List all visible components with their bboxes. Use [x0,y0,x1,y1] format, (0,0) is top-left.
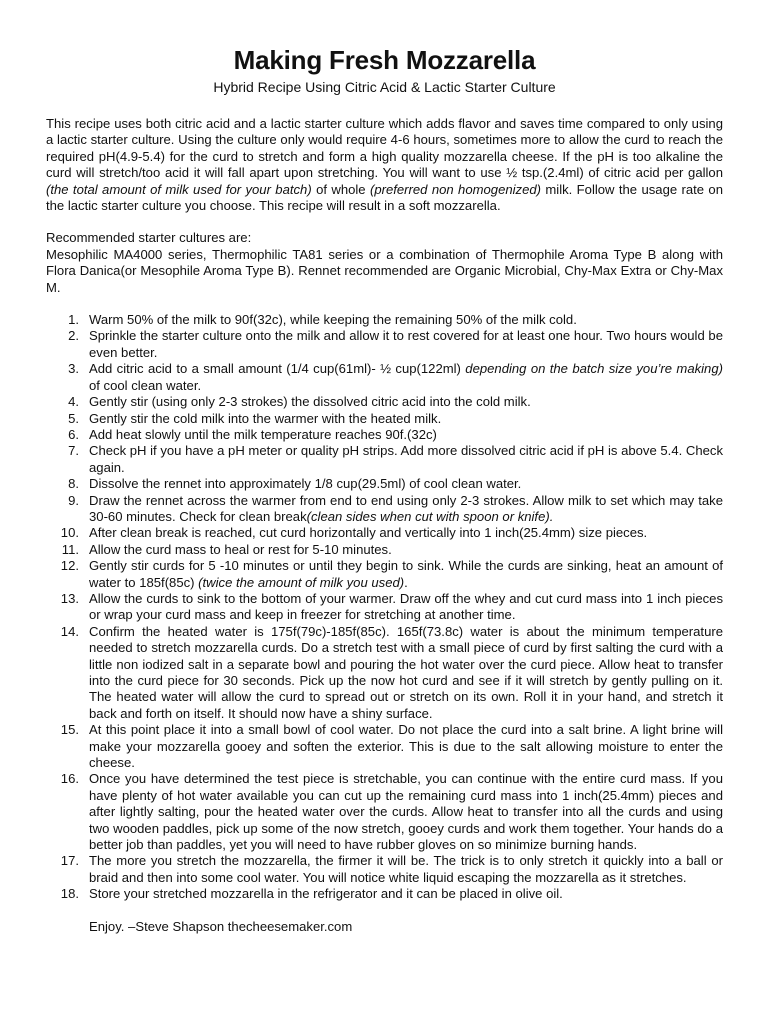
step-item [46,328,723,361]
step-number: 14. [60,623,79,639]
step-text: Gently stir curds for 5 -10 minutes or until they begin to sink. While the curds are sinking, heat an amount of water to 185f(85c) [89,558,723,590]
step-text: The more you stretch the mozzarella, the firmer it will be. The trick is to only stretch it quickly into a ball or braid and then into some cool water. You will notice white liquid escaping the mozzarella as it stretches. [89,853,723,885]
step-number: 12. [60,558,79,574]
step-item [46,542,723,558]
step-number: 3. [68,361,79,377]
step-item [46,427,723,443]
step-text: Dissolve the rennet into approximately 1/8 cup(29.5ml) of cool clean water. [89,476,522,492]
step-text-italic: (clean sides when cut with spoon or knife). [306,508,554,524]
step-item [46,722,723,771]
step-number: 17. [60,853,79,869]
intro-paragraph [46,116,723,214]
step-text: Draw the rennet across the warmer from end to end using only 2-3 strokes. Allow milk to set which may take 30-60 minutes. Check for clean break [89,492,723,524]
step-item [46,394,723,410]
step-text: Sprinkle the starter culture onto the milk and allow it to rest covered for at least one hour. Two hours would be even better. [89,328,723,360]
step-text: At this point place it into a small bowl of cool water. Do not place the curd into a salt brine. A light brine will make your mozzarella gooey and soften the exterior. This is due to the salt allowing moisture to enter the cheese. [89,722,723,771]
intro-text-1: This recipe uses both citric acid and a lactic starter culture which adds flavor and saves time compared to only using a lactic starter culture. Using the culture only would require 4-6 hours, sometimes more to allow the curd to reach the required pH(4.9-5.4) for the curd to stretch and form a high quality mozzarella cheese. If the pH is too alkaline the curd will stretch/too acid it will fall apart upon stretching. You will want to use ½ tsp.(2.4ml) of citric acid per gallon [46,116,723,181]
step-number: 5. [68,410,79,426]
step-text: Allow the curd mass to heal or rest for 5-10 minutes. [89,541,392,557]
step-item [46,558,723,591]
step-number: 16. [60,771,79,787]
step-number: 4. [68,394,79,410]
step-item [46,443,723,476]
step-text: Store your stretched mozzarella in the refrigerator and it can be placed in olive oil. [89,886,563,902]
step-text: Check pH if you have a pH meter or quality pH strips. Add more dissolved citric acid if pH is above 5.4. Check again. [89,443,723,475]
step-text-italic: (twice the amount of milk you used) [198,574,405,590]
intro-italic-2: (preferred non homogenized) [369,181,542,197]
step-text: After clean break is reached, cut curd horizontally and vertically into 1 inch(25.4mm) size pieces. [89,525,648,541]
step-item [46,525,723,541]
step-item [46,771,723,853]
intro-text-2: of whole [311,181,370,197]
step-text: Confirm the heated water is 175f(79c)-185f(85c). 165f(73.8c) water is about the minimum temperature needed to stretch mozzarella curds. Do a stretch test with a small piece of curd by first salting the curd with a little non iodized salt in a separate bowl and pouring the hot water over the curd piece. Allow heat to transfer into the curd piece for 30 seconds. Pick up the now hot curd and see if it will stretch by gently pulling on it. The heated water will allow the curd to spread out or stretch on its own. Roll it in your hand, and stretch it back and forth on itself. It should now have a shiny surface. [89,623,723,721]
step-text-italic: depending on the batch size you’re making) [465,361,723,377]
step-item [46,411,723,427]
step-number: 9. [68,492,79,508]
steps-list [46,312,723,903]
step-item [46,886,723,902]
page-subtitle: Hybrid Recipe Using Citric Acid & Lactic Starter Culture [213,79,556,95]
step-text: Warm 50% of the milk to 90f(32c), while keeping the remaining 50% of the milk cold. [89,312,577,328]
step-text: Add citric acid to a small amount (1/4 cup(61ml)- ½ cup(122ml) [89,361,466,377]
step-item [46,476,723,492]
step-number: 1. [68,312,79,328]
page-title: Making Fresh Mozzarella [233,45,536,75]
step-number: 18. [60,886,79,902]
step-text: Gently stir (using only 2-3 strokes) the dissolved citric acid into the cold milk. [89,394,531,410]
step-number: 11. [61,541,79,557]
step-text-end: . [404,574,408,590]
step-number: 13. [60,590,79,606]
step-number: 6. [68,426,79,442]
cultures-body: Mesophilic MA4000 series, Thermophilic TA81 series or a combination of Thermophile Aroma Type B along with Flora Danica(or Mesophile Aroma Type B). Rennet recommended are Organic Microbial, Chy-Max Extra or Chy-Max M. [46,246,723,295]
step-number: 2. [68,328,79,344]
step-text-end: of cool clean water. [89,377,202,393]
intro-text-3: milk. Follow the usage rate on the lactic starter culture you choose. This recipe will result in a soft mozzarella. [46,181,723,214]
step-item [46,591,723,624]
step-text: Add heat slowly until the milk temperature reaches 90f.(32c) [89,426,437,442]
step-number: 7. [68,443,79,459]
intro-italic-1: (the total amount of milk used for your batch) [46,181,312,197]
cultures-heading: Recommended starter cultures are: [46,230,252,246]
step-item [46,853,723,886]
step-number: 10. [60,525,79,541]
step-item [46,493,723,526]
signoff: Enjoy. –Steve Shapson thecheesemaker.com [89,918,353,934]
step-item [46,624,723,722]
step-number: 8. [68,476,79,492]
step-item [46,361,723,394]
step-text: Gently stir the cold milk into the warmer with the heated milk. [89,410,442,426]
step-text: Allow the curds to sink to the bottom of your warmer. Draw off the whey and cut curd mass into 1 inch pieces or wrap your curd mass and keep in freezer for stretching at another time. [89,590,723,623]
step-item [46,312,723,328]
step-number: 15. [60,722,79,738]
step-text: Once you have determined the test piece is stretchable, you can continue with the entire curd mass. If you have plenty of hot water available you can cut up the remaining curd mass into 1 inch(25.4mm) pieces and after lightly salting, pour the heated water over the curds. Allow heat to transfer into all the curds and using two wooden paddles, pick up some of the now stretch, gooey curds and work them together. Your hands do a better job than paddles, yet you will need to have rubber gloves on so minimize burning hands. [89,771,723,853]
